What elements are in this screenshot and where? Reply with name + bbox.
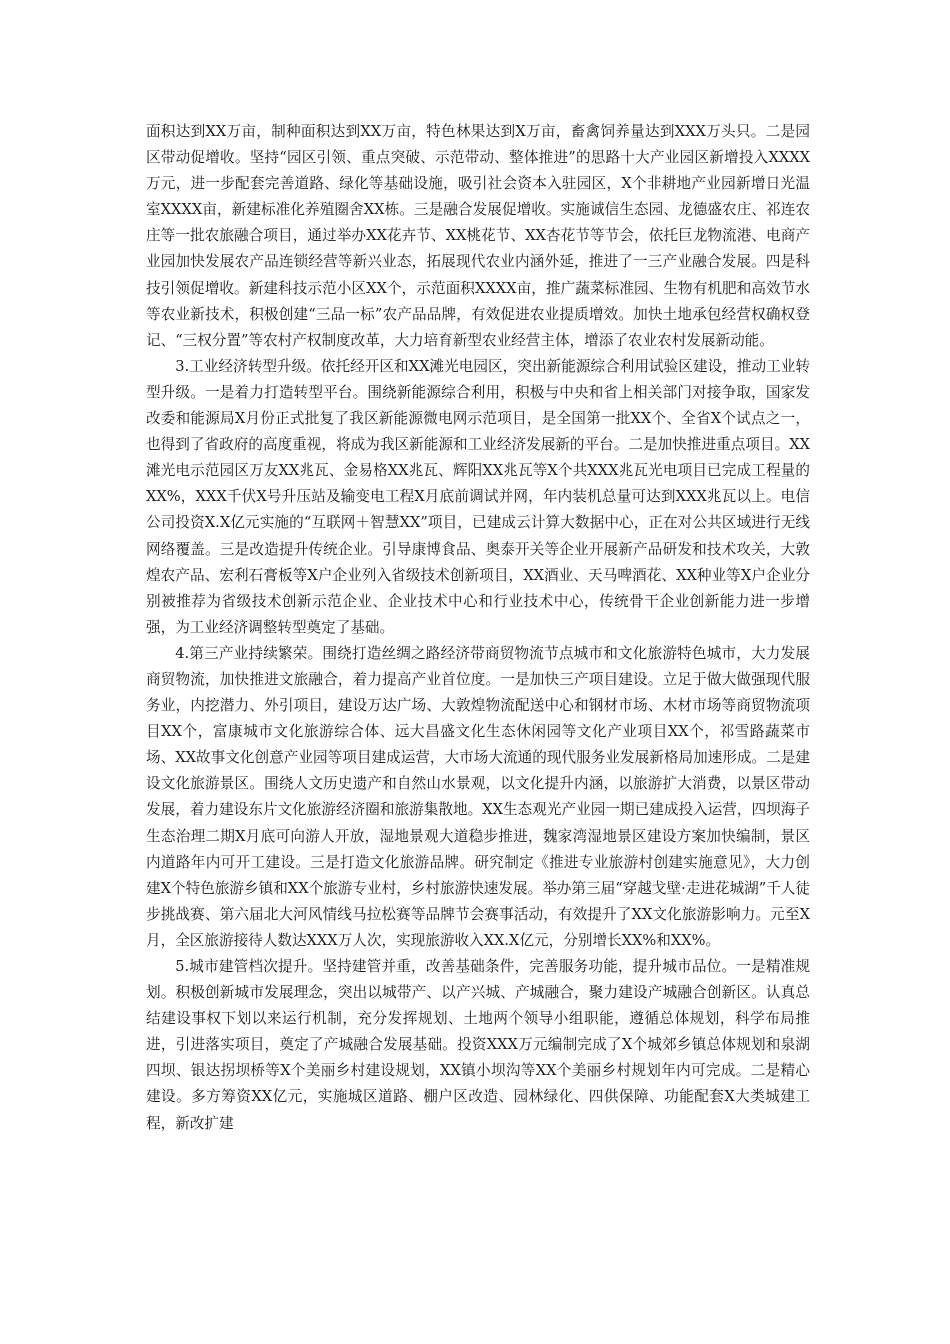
- document-body: [146, 119, 810, 1137]
- paragraph-continuation: 面积达到XX万亩，制种面积达到XX万亩，特色林果达到X万亩，畜禽饲养量达到XXX万头只。二是园区带动促增收。坚持“园区引领、重点突破、示范带动、整体推进”的思路十大产业园区新增投入XXXX万元，进一步配套完善道路、绿化等基础设施，吸引社会资本入驻园区，X个非耕地产业园新增日光温室XXXX亩，新建标准化养殖圈舍XX栋。三是融合发展促增收。实施诚信生态园、龙德盛农庄、祁连农庄等一批农旅融合项目，通过举办XX花卉节、XX桃花节、XX杏花节等节会，依托巨龙物流港、电商产业园加快发展农产品连锁经营等新兴业态，拓展现代农业内涵外延，推进了一三产业融合发展。四是科技引领促增收。新建科技示范小区XX个，示范面积XXXX亩，推广蔬菜标准园、生物有机肥和高效节水等农业新技术，积极创建“三品一标”农产品品牌，有效促进农业提质增效。加快土地承包经营权确权登记、“三权分置”等农村产权制度改革，大力培育新型农业经营主体，增添了农业农村发展新动能。: [146, 123, 810, 349]
- paragraph-urban-construction: 5.城市建管档次提升。坚持建管并重，改善基础条件，完善服务功能，提升城市品位。一是精准规划。积极创新城市发展理念，突出以城带产、以产兴城、产城融合，聚力建设产城融合创新区。认真总结建设事权下划以来运行机制，充分发挥规划、土地两个领导小组职能，遵循总体规划，科学布局推进，引进落实项目，奠定了产城融合发展基础。投资XXX万元编制完成了X个城郊乡镇总体规划和泉湖四坝、银达拐坝桥等X个美丽乡村建设规划，XX镇小坝沟等XX个美丽乡村规划年内可完成。二是精心建设。多方筹资XX亿元，实施城区道路、棚户区改造、园林绿化、四供保障、功能配套X大类城建工程，新改扩建: [146, 958, 810, 1132]
- paragraph-industrial-economy: 3.工业经济转型升级。依托经开区和XX滩光电园区，突出新能源综合利用试验区建设，推动工业转型升级。一是着力打造转型平台。围绕新能源综合利用，积极与中央和省上相关部门对接争取，国家发改委和能源局X月份正式批复了我区新能源微电网示范项目，是全国第一批XX个、全省X个试点之一，也得到了省政府的高度重视，将成为我区新能源和工业经济发展新的平台。二是加快推进重点项目。XX滩光电示范园区万友XX兆瓦、金易格XX兆瓦、辉阳XX兆瓦等X个共XXX兆瓦光电项目已完成工程量的XX%，XXX千伏X号升压站及输变电工程X月底前调试并网，年内装机总量可达到XXX兆瓦以上。电信公司投资X.X亿元实施的“互联网＋智慧XX”项目，已建成云计算大数据中心，正在对公共区域进行无线网络覆盖。三是改造提升传统企业。引导康博食品、奥泰开关等企业开展新产品研发和技术攻关，大敦煌农产品、宏利石膏板等X户企业列入省级技术创新项目，XX酒业、天马啤酒花、XX种业等X户企业分别被推荐为省级技术创新示范企业、企业技术中心和行业技术中心，传统骨干企业创新能力进一步增强，为工业经济调整转型奠定了基础。: [146, 357, 810, 636]
- paragraph-tertiary-industry: 4.第三产业持续繁荣。围绕打造丝绸之路经济带商贸物流节点城市和文化旅游特色城市，大力发展商贸物流，加快推进文旅融合，着力提高产业首位度。一是加快三产项目建设。立足于做大做强现代服务业，内挖潜力、外引项目，建设万达广场、大敦煌物流配送中心和钢材市场、木材市场等商贸物流项目XX个，富康城市文化旅游综合体、远大昌盛文化生态休闲园等文化产业项目XX个，祁雪路蔬菜市场、XX故事文化创意产业园等项目建成运营，大市场大流通的现代服务业发展新格局加速形成。二是建设文化旅游景区。围绕人文历史遗产和自然山水景观，以文化提升内涵，以旅游扩大消费，以景区带动发展，着力建设东片文化旅游经济圈和旅游集散地。XX生态观光产业园一期已建成投入运营，四坝海子生态治理二期X月底可向游人开放，湿地景观大道稳步推进，魏家湾湿地景区建设方案加快编制，景区内道路年内可开工建设。三是打造文化旅游品牌。研究制定《推进专业旅游村创建实施意见》，大力创建X个特色旅游乡镇和XX个旅游专业村，乡村旅游快速发展。举办第三届“穿越戈壁·走进花城湖”千人徒步挑战赛、第六届北大河风情线马拉松赛等品牌节会赛事活动，有效提升了XX文化旅游影响力。元至X月，全区旅游接待人数达XXX万人次，实现旅游收入XX.X亿元，分别增长XX%和XX%。: [146, 644, 810, 949]
